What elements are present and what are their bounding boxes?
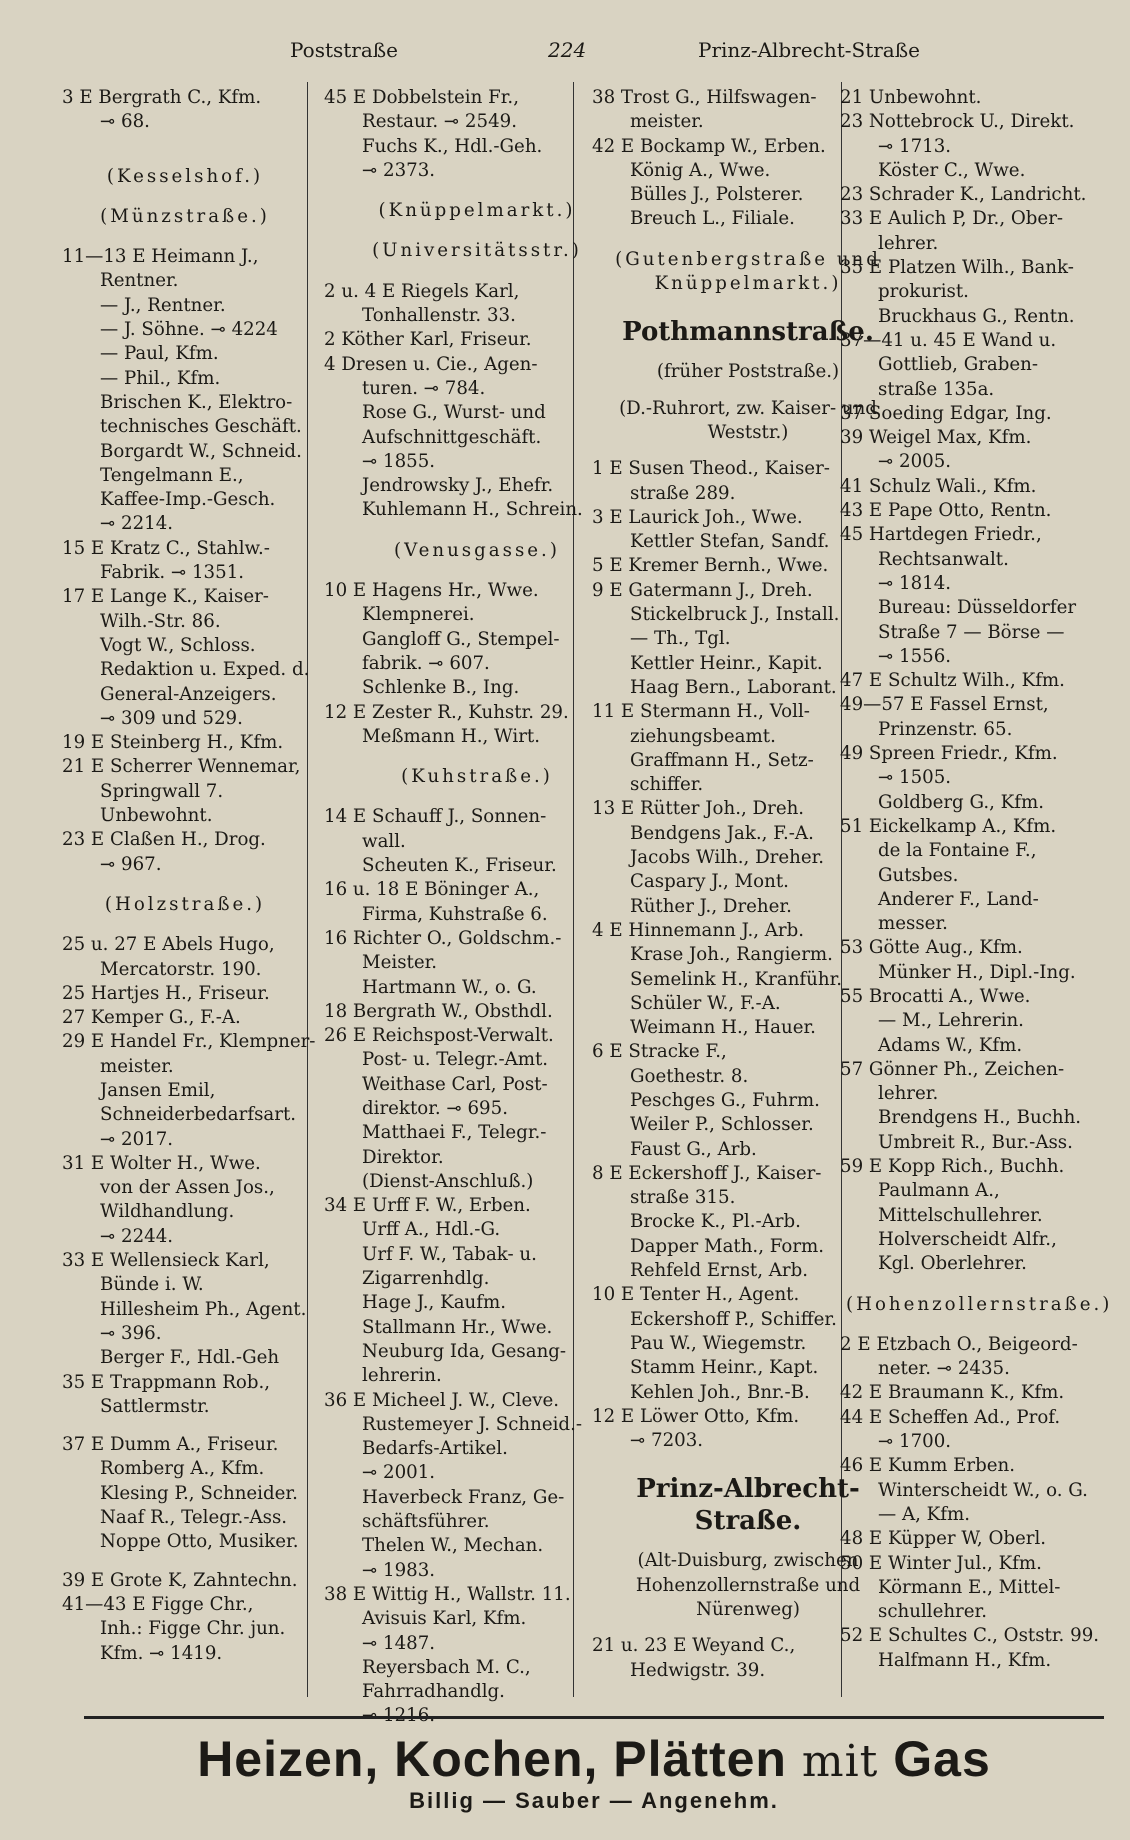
- directory-entry: Bedarfs-Artikel.: [362, 1438, 508, 1460]
- directory-entry: — Th., Tgl.: [630, 628, 731, 650]
- directory-entry: meister.: [630, 111, 704, 133]
- directory-entry: Fuchs K., Hdl.-Geh.: [362, 135, 543, 157]
- directory-entry: 52 E Schultes C., Oststr. 99.: [840, 1625, 1100, 1647]
- street-heading: (Kuhstraße.): [401, 766, 553, 788]
- column-2: [324, 86, 630, 1727]
- directory-entry: Urff A., Hdl.-G.: [362, 1219, 501, 1241]
- directory-entry: Semelink H., Kranführ.: [630, 968, 843, 990]
- directory-entry: 21 Unbewohnt.: [840, 87, 982, 108]
- directory-entry: — Paul, Kfm.: [100, 343, 219, 365]
- directory-entry: Stallmann Hr., Wwe.: [362, 1316, 553, 1338]
- directory-entry: Paulmann A.,: [878, 1180, 1000, 1202]
- directory-entry: 14 E Schauff J., Sonnen-: [324, 806, 547, 828]
- directory-entry: 9 E Gatermann J., Dreh.: [592, 579, 813, 601]
- directory-entry: ⊸ 2373.: [362, 159, 436, 181]
- directory-entry: Gutsbes.: [878, 864, 959, 886]
- directory-entry: 39 Weigel Max, Kfm.: [840, 427, 1032, 449]
- directory-entry: Rustemeyer J. Schneid.-: [362, 1413, 582, 1435]
- directory-entry: Krase Joh., Rangierm.: [630, 944, 833, 966]
- directory-entry: 49 Spreen Friedr., Kfm.: [840, 743, 1058, 765]
- directory-entry: Urf F. W., Tabak- u.: [362, 1243, 537, 1265]
- directory-entry: 43 E Pape Otto, Rentn.: [840, 500, 1052, 522]
- directory-entry: Rose G., Wurst- und: [362, 402, 546, 424]
- directory-entry: 18 Bergrath W., Obsthdl.: [324, 1000, 553, 1022]
- directory-entry: 45 Hartdegen Friedr.,: [840, 524, 1042, 546]
- directory-entry: schäftsführer.: [362, 1511, 490, 1533]
- directory-entry: 16 u. 18 E Böninger A.,: [324, 879, 540, 901]
- directory-entry: — M., Lehrerin.: [878, 1010, 1024, 1032]
- directory-entry: Reyersbach M. C.,: [362, 1656, 531, 1678]
- directory-entry: 39 E Grote K, Zahntechn.: [62, 1569, 298, 1591]
- street-heading: Prinz-Albrecht-Straße.: [636, 1474, 860, 1537]
- directory-entry: neter. ⊸ 2435.: [878, 1358, 1010, 1380]
- column-1: [62, 86, 316, 1686]
- directory-entry: ⊸ 1855.: [362, 450, 436, 472]
- directory-entry: 2 u. 4 E Riegels Karl,: [324, 280, 520, 302]
- directory-entry: Kaffee-Imp.-Gesch.: [100, 489, 276, 511]
- directory-entry: 12 E Zester R., Kuhstr. 29.: [324, 701, 569, 723]
- directory-entry: Inh.: Figge Chr. jun.: [100, 1618, 286, 1640]
- spacer: [62, 1555, 308, 1569]
- directory-entry: Meister.: [362, 952, 438, 974]
- directory-entry: 38 Trost G., Hilfswagen-: [592, 87, 817, 108]
- directory-entry: 42 E Bockamp W., Erben.: [592, 135, 826, 157]
- directory-entry: Berger F., Hdl.-Geh: [100, 1347, 280, 1369]
- directory-entry: Umbreit R., Bur.-Ass.: [878, 1131, 1073, 1153]
- directory-entry: Wildhandlung.: [100, 1201, 235, 1223]
- directory-entry: 55 Brocatti A., Wwe.: [840, 985, 1031, 1007]
- running-header-right: Prinz-Albrecht-Straße: [698, 38, 920, 62]
- directory-entry: ⊸ 68.: [100, 111, 150, 133]
- directory-entry: Gottlieb, Graben-: [878, 354, 1039, 376]
- directory-entry: Graffmann H., Setz-: [630, 749, 814, 771]
- directory-entry: 17 E Lange K., Kaiser-: [62, 586, 269, 608]
- directory-entry: ⊸ 1983.: [362, 1559, 436, 1581]
- directory-entry: Haag Bern., Laborant.: [630, 676, 837, 698]
- directory-entry: Eckershoff P., Schiffer.: [630, 1308, 837, 1330]
- directory-entry: 31 E Wolter H., Wwe.: [62, 1152, 261, 1174]
- directory-entry: ⊸ 1216.: [362, 1705, 436, 1727]
- directory-entry: Kettler Heinr., Kapit.: [630, 652, 823, 674]
- directory-entry: Körmann E., Mittel-: [878, 1576, 1061, 1598]
- advertisement-tagline: Billig — Sauber — Angenehm.: [409, 1788, 779, 1813]
- directory-entry: straße 289.: [630, 482, 736, 504]
- directory-entry: lehrer.: [878, 232, 939, 254]
- street-heading: (Holzstraße.): [104, 893, 266, 915]
- directory-entry: Schüler W., F.-A.: [630, 992, 781, 1014]
- directory-entry: 13 E Rütter Joh., Dreh.: [592, 798, 805, 820]
- directory-entry: — Phil., Kfm.: [100, 367, 221, 389]
- directory-entry: 16 Richter O., Goldschm.-: [324, 927, 562, 949]
- directory-entry: Dapper Math., Form.: [630, 1235, 825, 1257]
- directory-entry: 41—43 E Figge Chr.,: [62, 1593, 254, 1615]
- directory-entry: Kettler Stefan, Sandf.: [630, 531, 830, 553]
- directory-entry: 42 E Braumann K., Kfm.: [840, 1382, 1065, 1404]
- directory-entry: 3 E Bergrath C., Kfm.: [62, 87, 262, 108]
- directory-entry: Springwall 7.: [100, 780, 224, 802]
- directory-entry: Naaf R., Telegr.-Ass.: [100, 1507, 288, 1529]
- directory-columns: [62, 86, 1113, 1727]
- directory-entry: Weimann H., Hauer.: [630, 1017, 816, 1039]
- directory-entry: Caspary J., Mont.: [630, 871, 789, 893]
- directory-entry: ⊸ 2244.: [100, 1225, 174, 1247]
- directory-entry: Tengelmann E.,: [100, 464, 244, 486]
- directory-entry: Adams W., Kfm.: [878, 1034, 1023, 1056]
- street-heading: (Universitätsstr.): [372, 240, 582, 262]
- street-heading: (Knüppelmarkt.): [378, 200, 576, 222]
- directory-entry: Sattlermstr.: [100, 1395, 210, 1417]
- directory-entry: Halfmann H., Kfm.: [878, 1649, 1052, 1671]
- directory-entry: schullehrer.: [878, 1601, 987, 1623]
- directory-entry: General-Anzeigers.: [100, 683, 277, 705]
- directory-entry: Gangloff G., Stempel-: [362, 628, 560, 650]
- directory-entry: Stickelbruck J., Install.: [630, 604, 840, 626]
- directory-entry: Thelen W., Mechan.: [362, 1535, 544, 1557]
- directory-entry: Vogt W., Schloss.: [100, 634, 256, 656]
- directory-entry: 37 Soeding Edgar, Ing.: [840, 402, 1052, 424]
- directory-entry: Borgardt W., Schneid.: [100, 440, 302, 462]
- directory-entry: 21 u. 23 E Weyand C.,: [592, 1635, 796, 1657]
- directory-entry: Brendgens H., Buchh.: [878, 1107, 1082, 1129]
- directory-entry: 51 Eickelkamp A., Kfm.: [840, 815, 1057, 837]
- directory-entry: 41 Schulz Wali., Kfm.: [840, 475, 1037, 497]
- directory-entry: Bruckhaus G., Rentn.: [878, 305, 1075, 327]
- directory-entry: ⊸ 309 und 529.: [100, 707, 243, 729]
- directory-entry: Faust G., Arb.: [630, 1138, 757, 1160]
- directory-entry: von der Assen Jos.,: [100, 1177, 275, 1199]
- directory-entry: Post- u. Telegr.-Amt.: [362, 1049, 549, 1071]
- directory-entry: (Dienst-Anschluß.): [362, 1170, 534, 1192]
- directory-entry: Bünde i. W.: [100, 1274, 204, 1296]
- directory-entry: 11 E Stermann H., Voll-: [592, 701, 810, 723]
- column-4: [840, 86, 1113, 1686]
- directory-entry: Hartmann W., o. G.: [362, 976, 537, 998]
- directory-entry: Weithase Carl, Post-: [362, 1073, 548, 1095]
- directory-entry: ⊸ 967.: [100, 853, 162, 875]
- directory-entry: fabrik. ⊸ 607.: [362, 652, 490, 674]
- directory-entry: Schlenke B., Ing.: [362, 677, 520, 699]
- directory-entry: 50 E Winter Jul., Kfm.: [840, 1552, 1042, 1574]
- directory-entry: Holverscheidt Alfr.,: [878, 1228, 1057, 1250]
- directory-entry: 46 E Kumm Erben.: [840, 1455, 1016, 1477]
- directory-entry: Wilh.-Str. 86.: [100, 610, 221, 632]
- advertisement-rule: [84, 1716, 1104, 1719]
- directory-entry: 10 E Tenter H., Agent.: [592, 1284, 800, 1306]
- directory-entry: — A, Kfm.: [878, 1503, 971, 1525]
- street-heading: (Münzstraße.): [100, 205, 270, 227]
- directory-entry: 38 E Wittig H., Wallstr. 11.: [324, 1583, 571, 1605]
- directory-entry: meister.: [100, 1055, 174, 1077]
- directory-entry: lehrer.: [878, 1083, 939, 1105]
- directory-entry: Tonhallenstr. 33.: [362, 305, 516, 327]
- directory-entry: Brischen K., Elektro-: [100, 391, 293, 413]
- directory-entry: 47 E Schultz Wilh., Kfm.: [840, 670, 1065, 692]
- ad-headline-mit: mit: [801, 1736, 879, 1787]
- street-heading: Pothmannstraße.: [622, 317, 874, 348]
- directory-entry: Bureau: Düsseldorfer: [878, 597, 1077, 619]
- directory-entry: 19 E Steinberg H., Kfm.: [62, 732, 284, 754]
- directory-entry: schiffer.: [630, 774, 704, 796]
- directory-entry: Restaur. ⊸ 2549.: [362, 111, 518, 133]
- directory-entry: ⊸ 2005.: [878, 451, 952, 473]
- directory-entry: Bendgens Jak., F.-A.: [630, 822, 814, 844]
- directory-entry: 35 E Trappmann Rob.,: [62, 1371, 271, 1393]
- directory-entry: 29 E Handel Fr., Klempner-: [62, 1031, 316, 1053]
- directory-entry: ⊸ 1700.: [878, 1431, 952, 1453]
- directory-entry: 2 E Etzbach O., Beigeord-: [840, 1333, 1078, 1355]
- directory-entry: Breuch L., Filiale.: [630, 208, 795, 230]
- directory-entry: de la Fontaine F.,: [878, 840, 1037, 862]
- directory-entry: Jacobs Wilh., Dreher.: [630, 847, 825, 869]
- directory-entry: Jendrowsky J., Ehefr.: [362, 475, 554, 497]
- directory-entry: Stamm Heinr., Kapt.: [630, 1357, 819, 1379]
- directory-entry: Scheuten K., Friseur.: [362, 855, 557, 877]
- directory-entry: 33 E Wellensieck Karl,: [62, 1250, 270, 1272]
- directory-entry: lehrerin.: [362, 1365, 442, 1387]
- spacer: [62, 135, 308, 149]
- directory-entry: ⊸ 2214.: [100, 513, 174, 535]
- directory-entry: Goethestr. 8.: [630, 1065, 749, 1087]
- directory-entry: (Alt-Duisburg, zwischen Hohenzollernstraße und Nürenweg): [635, 1550, 861, 1621]
- directory-entry: 6 E Stracke F.,: [592, 1041, 727, 1063]
- directory-entry: Anderer F., Land-: [878, 888, 1039, 910]
- directory-entry: Straße 7 — Börse —: [878, 621, 1065, 643]
- directory-entry: Pau W., Wiegemstr.: [630, 1332, 807, 1354]
- directory-entry: ⊸ 1487.: [362, 1632, 436, 1654]
- directory-entry: ⊸ 396.: [100, 1322, 162, 1344]
- directory-entry: 1 E Susen Theod., Kaiser-: [592, 458, 830, 480]
- ad-headline-gas: Gas: [893, 1731, 991, 1787]
- directory-entry: 35 E Platzen Wilh., Bank-: [840, 257, 1074, 279]
- directory-entry: Kehlen Joh., Bnr.-B.: [630, 1381, 810, 1403]
- directory-entry: Klesing P., Schneider.: [100, 1482, 298, 1504]
- directory-entry: Winterscheidt W., o. G.: [878, 1479, 1088, 1501]
- directory-entry: Hillesheim Ph., Agent.: [100, 1298, 307, 1320]
- directory-entry: ⊸ 1713.: [878, 135, 952, 157]
- directory-entry: Noppe Otto, Musiker.: [100, 1531, 299, 1553]
- directory-entry: Firma, Kuhstraße 6.: [362, 903, 548, 925]
- street-heading: (Gutenbergstraße und Knüppelmarkt.): [615, 248, 881, 295]
- directory-entry: 11—13 E Heimann J.,: [62, 246, 259, 268]
- directory-entry: Romberg A., Kfm.: [100, 1458, 265, 1480]
- directory-entry: Weiler P., Schlosser.: [630, 1114, 814, 1136]
- directory-entry: ⊸ 7203.: [630, 1430, 704, 1452]
- directory-entry: Matthaei F., Telegr.-: [362, 1122, 547, 1144]
- directory-entry: Aufschnittgeschäft.: [362, 426, 542, 448]
- directory-entry: Kgl. Oberlehrer.: [878, 1253, 1027, 1275]
- directory-entry: straße 135a.: [878, 378, 995, 400]
- directory-entry: Peschges G., Fuhrm.: [630, 1089, 820, 1111]
- running-header-left: Poststraße: [290, 38, 398, 62]
- directory-entry: — J., Rentner.: [100, 294, 226, 316]
- directory-entry: Rehfeld Ernst, Arb.: [630, 1260, 809, 1282]
- directory-entry: 57 Gönner Ph., Zeichen-: [840, 1058, 1065, 1080]
- directory-entry: Jansen Emil,: [100, 1079, 216, 1101]
- directory-entry: 12 E Löwer Otto, Kfm.: [592, 1405, 800, 1427]
- directory-entry: 37 E Dumm A., Friseur.: [62, 1434, 279, 1456]
- directory-entry: Haverbeck Franz, Ge-: [362, 1486, 565, 1508]
- directory-entry: Mittelschullehrer.: [878, 1204, 1043, 1226]
- directory-entry: König A., Wwe.: [630, 159, 771, 181]
- directory-entry: ⊸ 1556.: [878, 645, 952, 667]
- advertisement-headline: [84, 1730, 1104, 1788]
- directory-entry: 37—41 u. 45 E Wand u.: [840, 329, 1057, 351]
- directory-entry: Klempnerei.: [362, 604, 475, 626]
- ad-headline-main: Heizen, Kochen, Plätten: [197, 1731, 787, 1787]
- directory-entry: Neuburg Ida, Gesang-: [362, 1340, 567, 1362]
- directory-entry: Zigarrenhdlg.: [362, 1268, 490, 1290]
- directory-entry: 36 E Micheel J. W., Cleve.: [324, 1389, 560, 1411]
- directory-entry: 23 Nottebrock U., Direkt.: [840, 111, 1075, 133]
- directory-entry: 4 E Hinnemann J., Arb.: [592, 919, 805, 941]
- directory-entry: 27 Kemper G., F.-A.: [62, 1007, 241, 1029]
- spacer: [62, 1419, 308, 1433]
- directory-entry: 23 Schrader K., Landricht.: [840, 184, 1087, 206]
- directory-entry: Hage J., Kaufm.: [362, 1292, 507, 1314]
- directory-entry: Avisuis Karl, Kfm.: [362, 1608, 527, 1630]
- directory-entry: Bülles J., Polsterer.: [630, 184, 804, 206]
- directory-entry: ziehungsbeamt.: [630, 725, 776, 747]
- directory-entry: Prinzenstr. 65.: [878, 718, 1013, 740]
- directory-entry: — J. Söhne. ⊸ 4224: [100, 319, 278, 341]
- directory-entry: Fabrik. ⊸ 1351.: [100, 562, 245, 584]
- directory-entry: ⊸ 2001.: [362, 1462, 436, 1484]
- directory-entry: ⊸ 2017.: [100, 1128, 174, 1150]
- directory-entry: ⊸ 1814.: [878, 572, 952, 594]
- directory-entry: straße 315.: [630, 1187, 736, 1209]
- directory-entry: ⊸ 1505.: [878, 767, 952, 789]
- directory-entry: 53 Götte Aug., Kfm.: [840, 937, 1023, 959]
- directory-entry: prokurist.: [878, 281, 969, 303]
- directory-entry: Meßmann H., Wirt.: [362, 725, 541, 747]
- directory-entry: 5 E Kremer Bernh., Wwe.: [592, 555, 829, 577]
- directory-entry: 3 E Laurick Joh., Wwe.: [592, 506, 803, 528]
- directory-entry: Unbewohnt.: [100, 805, 213, 827]
- directory-entry: turen. ⊸ 784.: [362, 377, 486, 399]
- directory-entry: 15 E Kratz C., Stahlw.-: [62, 537, 270, 559]
- street-heading: (Kesselshof.): [106, 165, 264, 187]
- directory-entry: Kfm. ⊸ 1419.: [100, 1642, 223, 1664]
- directory-entry: 44 E Scheffen Ad., Prof.: [840, 1406, 1061, 1428]
- directory-entry: Rüther J., Dreher.: [630, 895, 792, 917]
- directory-entry: Hedwigstr. 39.: [630, 1659, 766, 1681]
- directory-entry: 26 E Reichspost-Verwalt.: [324, 1025, 554, 1047]
- directory-entry: Kuhlemann H., Schrein.: [362, 499, 583, 521]
- directory-entry: 49—57 E Fassel Ernst,: [840, 694, 1049, 716]
- page-number: 224: [548, 38, 587, 62]
- directory-entry: 21 E Scherrer Wennemar,: [62, 756, 301, 778]
- street-heading: (Hohenzollernstraße.): [846, 1293, 1113, 1315]
- directory-entry: Fahrradhandlg.: [362, 1681, 505, 1703]
- directory-entry: 2 Köther Karl, Friseur.: [324, 329, 532, 351]
- directory-entry: 23 E Claßen H., Drog.: [62, 829, 266, 851]
- directory-entry: (früher Poststraße.): [656, 361, 840, 383]
- directory-entry: Goldberg G., Kfm.: [878, 791, 1045, 813]
- directory-entry: direktor. ⊸ 695.: [362, 1097, 508, 1119]
- directory-entry: Münker H., Dipl.-Ing.: [878, 961, 1076, 983]
- directory-entry: Rentner.: [100, 270, 179, 292]
- directory-entry: technisches Geschäft.: [100, 416, 302, 438]
- directory-entry: 34 E Urff F. W., Erben.: [324, 1195, 531, 1217]
- directory-entry: Brocke K., Pl.-Arb.: [630, 1211, 801, 1233]
- directory-entry: (D.-Ruhrort, zw. Kaiser- und Weststr.): [619, 397, 877, 443]
- directory-entry: Redaktion u. Exped. d.: [100, 659, 310, 681]
- directory-entry: messer.: [878, 913, 948, 935]
- directory-entry: 45 E Dobbelstein Fr.,: [324, 87, 519, 108]
- directory-entry: Mercatorstr. 190.: [100, 958, 262, 980]
- directory-entry: 10 E Hagens Hr., Wwe.: [324, 580, 539, 602]
- directory-entry: Rechtsanwalt.: [878, 548, 1009, 570]
- directory-entry: 4 Dresen u. Cie., Agen-: [324, 353, 538, 375]
- directory-entry: 25 u. 27 E Abels Hugo,: [62, 934, 275, 956]
- directory-entry: Direktor.: [362, 1146, 444, 1168]
- directory-entry: wall.: [362, 830, 406, 852]
- directory-entry: 25 Hartjes H., Friseur.: [62, 982, 270, 1004]
- street-heading: (Venusgasse.): [394, 539, 560, 561]
- directory-entry: 8 E Eckershoff J., Kaiser-: [592, 1162, 822, 1184]
- directory-entry: 48 E Küpper W, Oberl.: [840, 1528, 1047, 1550]
- directory-entry: Köster C., Wwe.: [878, 159, 1026, 181]
- directory-entry: 33 E Aulich P, Dr., Ober-: [840, 208, 1064, 230]
- directory-entry: 59 E Kopp Rich., Buchh.: [840, 1156, 1065, 1178]
- directory-entry: Schneiderbedarfsart.: [100, 1104, 297, 1126]
